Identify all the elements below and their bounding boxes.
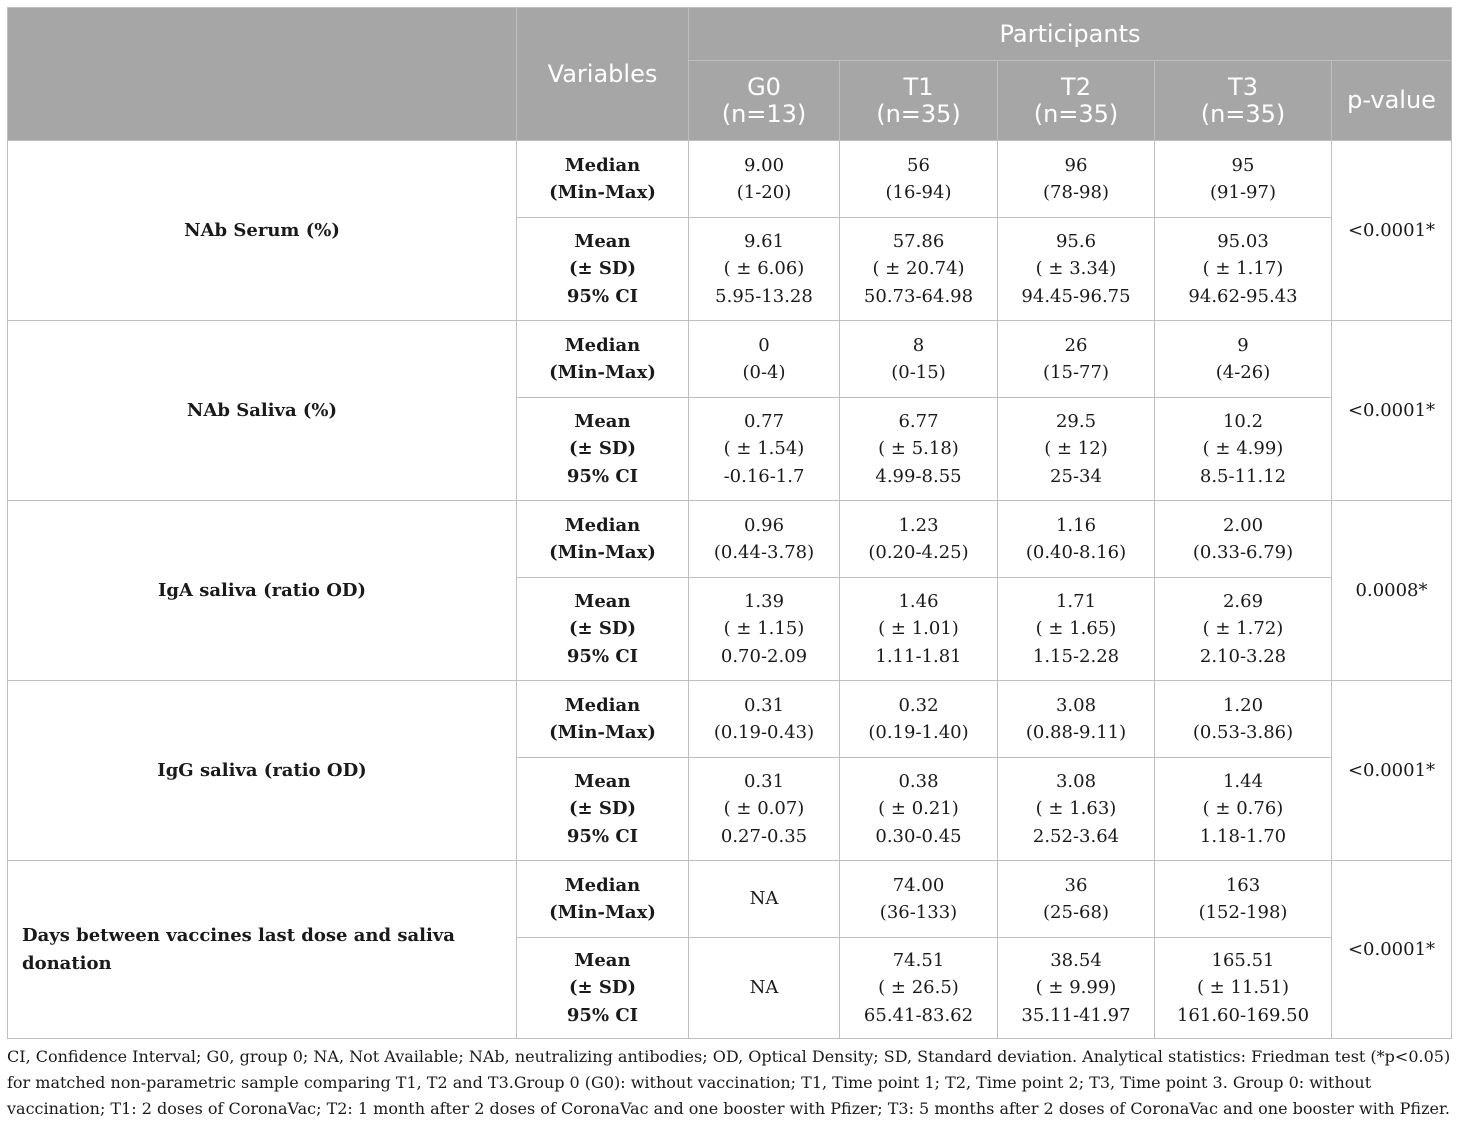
header-group-t3: T3 (n=35) — [1155, 61, 1332, 141]
results-table — [7, 7, 1452, 1039]
variable-name: IgG saliva (ratio OD) — [8, 681, 517, 861]
p-value-cell: <0.0001* — [1332, 321, 1452, 501]
median-cell: 163 (152-198) — [1155, 861, 1332, 938]
header-blank-cell — [8, 8, 517, 141]
mean-cell: 0.38 ( ± 0.21) 0.30-0.45 — [840, 758, 998, 861]
header-group-t2: T2 (n=35) — [998, 61, 1155, 141]
median-cell: 1.20 (0.53-3.86) — [1155, 681, 1332, 758]
p-value-cell: <0.0001* — [1332, 861, 1452, 1039]
p-value-cell: 0.0008* — [1332, 501, 1452, 681]
header-p-value: p-value — [1332, 61, 1452, 141]
mean-cell: 57.86 ( ± 20.74) 50.73-64.98 — [840, 218, 998, 321]
mean-cell: 1.46 ( ± 1.01) 1.11-1.81 — [840, 578, 998, 681]
variable-name: NAb Saliva (%) — [8, 321, 517, 501]
median-cell: 74.00 (36-133) — [840, 861, 998, 938]
mean-cell: 10.2 ( ± 4.99) 8.5-11.12 — [1155, 398, 1332, 501]
table-row — [8, 141, 1452, 218]
mean-cell: 38.54 ( ± 9.99) 35.11-41.97 — [998, 938, 1155, 1039]
mean-cell: 95.6 ( ± 3.34) 94.45-96.75 — [998, 218, 1155, 321]
mean-cell: 2.69 ( ± 1.72) 2.10-3.28 — [1155, 578, 1332, 681]
stat-label-mean: Mean (± SD) 95% CI — [517, 218, 689, 321]
median-cell: 96 (78-98) — [998, 141, 1155, 218]
variable-name: Days between vaccines last dose and saliva donation — [8, 861, 517, 1039]
header-participants: Participants — [689, 8, 1452, 61]
stat-label-median: Median (Min-Max) — [517, 501, 689, 578]
mean-cell: 95.03 ( ± 1.17) 94.62-95.43 — [1155, 218, 1332, 321]
variable-name: NAb Serum (%) — [8, 141, 517, 321]
table-row — [8, 681, 1452, 758]
mean-cell: 74.51 ( ± 26.5) 65.41-83.62 — [840, 938, 998, 1039]
stat-label-median: Median (Min-Max) — [517, 141, 689, 218]
median-cell: 1.23 (0.20-4.25) — [840, 501, 998, 578]
table-container — [7, 7, 1451, 1039]
mean-cell: 6.77 ( ± 5.18) 4.99-8.55 — [840, 398, 998, 501]
stat-label-median: Median (Min-Max) — [517, 681, 689, 758]
stat-label-mean: Mean (± SD) 95% CI — [517, 938, 689, 1039]
mean-cell: 1.39 ( ± 1.15) 0.70-2.09 — [689, 578, 840, 681]
table-row — [8, 861, 1452, 938]
table-body — [8, 141, 1452, 1039]
header-group-g0: G0 (n=13) — [689, 61, 840, 141]
header-group-t1: T1 (n=35) — [840, 61, 998, 141]
stat-label-median: Median (Min-Max) — [517, 861, 689, 938]
median-cell: 95 (91-97) — [1155, 141, 1332, 218]
table-row — [8, 321, 1452, 398]
mean-cell: 3.08 ( ± 1.63) 2.52-3.64 — [998, 758, 1155, 861]
median-cell: 3.08 (0.88-9.11) — [998, 681, 1155, 758]
median-cell: 9 (4-26) — [1155, 321, 1332, 398]
mean-cell: 165.51 ( ± 11.51) 161.60-169.50 — [1155, 938, 1332, 1039]
median-cell: 56 (16-94) — [840, 141, 998, 218]
median-cell: 8 (0-15) — [840, 321, 998, 398]
median-cell: NA — [689, 861, 840, 938]
median-cell: 2.00 (0.33-6.79) — [1155, 501, 1332, 578]
mean-cell: 9.61 ( ± 6.06) 5.95-13.28 — [689, 218, 840, 321]
stat-label-mean: Mean (± SD) 95% CI — [517, 398, 689, 501]
p-value-cell: <0.0001* — [1332, 681, 1452, 861]
mean-cell: 29.5 ( ± 12) 25-34 — [998, 398, 1155, 501]
mean-cell: 0.77 ( ± 1.54) -0.16-1.7 — [689, 398, 840, 501]
median-cell: 0 (0-4) — [689, 321, 840, 398]
variable-name: IgA saliva (ratio OD) — [8, 501, 517, 681]
mean-cell: 1.44 ( ± 0.76) 1.18-1.70 — [1155, 758, 1332, 861]
table-row — [8, 501, 1452, 578]
stat-label-median: Median (Min-Max) — [517, 321, 689, 398]
median-cell: 26 (15-77) — [998, 321, 1155, 398]
mean-cell: NA — [689, 938, 840, 1039]
table-footnote: CI, Confidence Interval; G0, group 0; NA, Not Available; NAb, neutralizing antibodies; OD, Optical Density; SD, Standard deviation. Analytical statistics: Friedman test (*p<0.05) for matched non-parametric sample comparing T1, T2 and T3.Group 0 (G0): without vaccination; T1, Time point 1; T2, Time point 2; T3, Time point 3. Group 0: without vaccination; T1: 2 doses of CoronaVac; T2: 1 month after 2 doses of CoronaVac and one booster with Pfizer; T3: 5 months after 2 doses of CoronaVac and one booster with Pfizer. — [7, 1047, 1451, 1118]
median-cell: 0.31 (0.19-0.43) — [689, 681, 840, 758]
header-variables: Variables — [517, 8, 689, 141]
p-value-cell: <0.0001* — [1332, 141, 1452, 321]
mean-cell: 1.71 ( ± 1.65) 1.15-2.28 — [998, 578, 1155, 681]
median-cell: 0.96 (0.44-3.78) — [689, 501, 840, 578]
median-cell: 9.00 (1-20) — [689, 141, 840, 218]
mean-cell: 0.31 ( ± 0.07) 0.27-0.35 — [689, 758, 840, 861]
median-cell: 36 (25-68) — [998, 861, 1155, 938]
median-cell: 1.16 (0.40-8.16) — [998, 501, 1155, 578]
stat-label-mean: Mean (± SD) 95% CI — [517, 758, 689, 861]
median-cell: 0.32 (0.19-1.40) — [840, 681, 998, 758]
stat-label-mean: Mean (± SD) 95% CI — [517, 578, 689, 681]
